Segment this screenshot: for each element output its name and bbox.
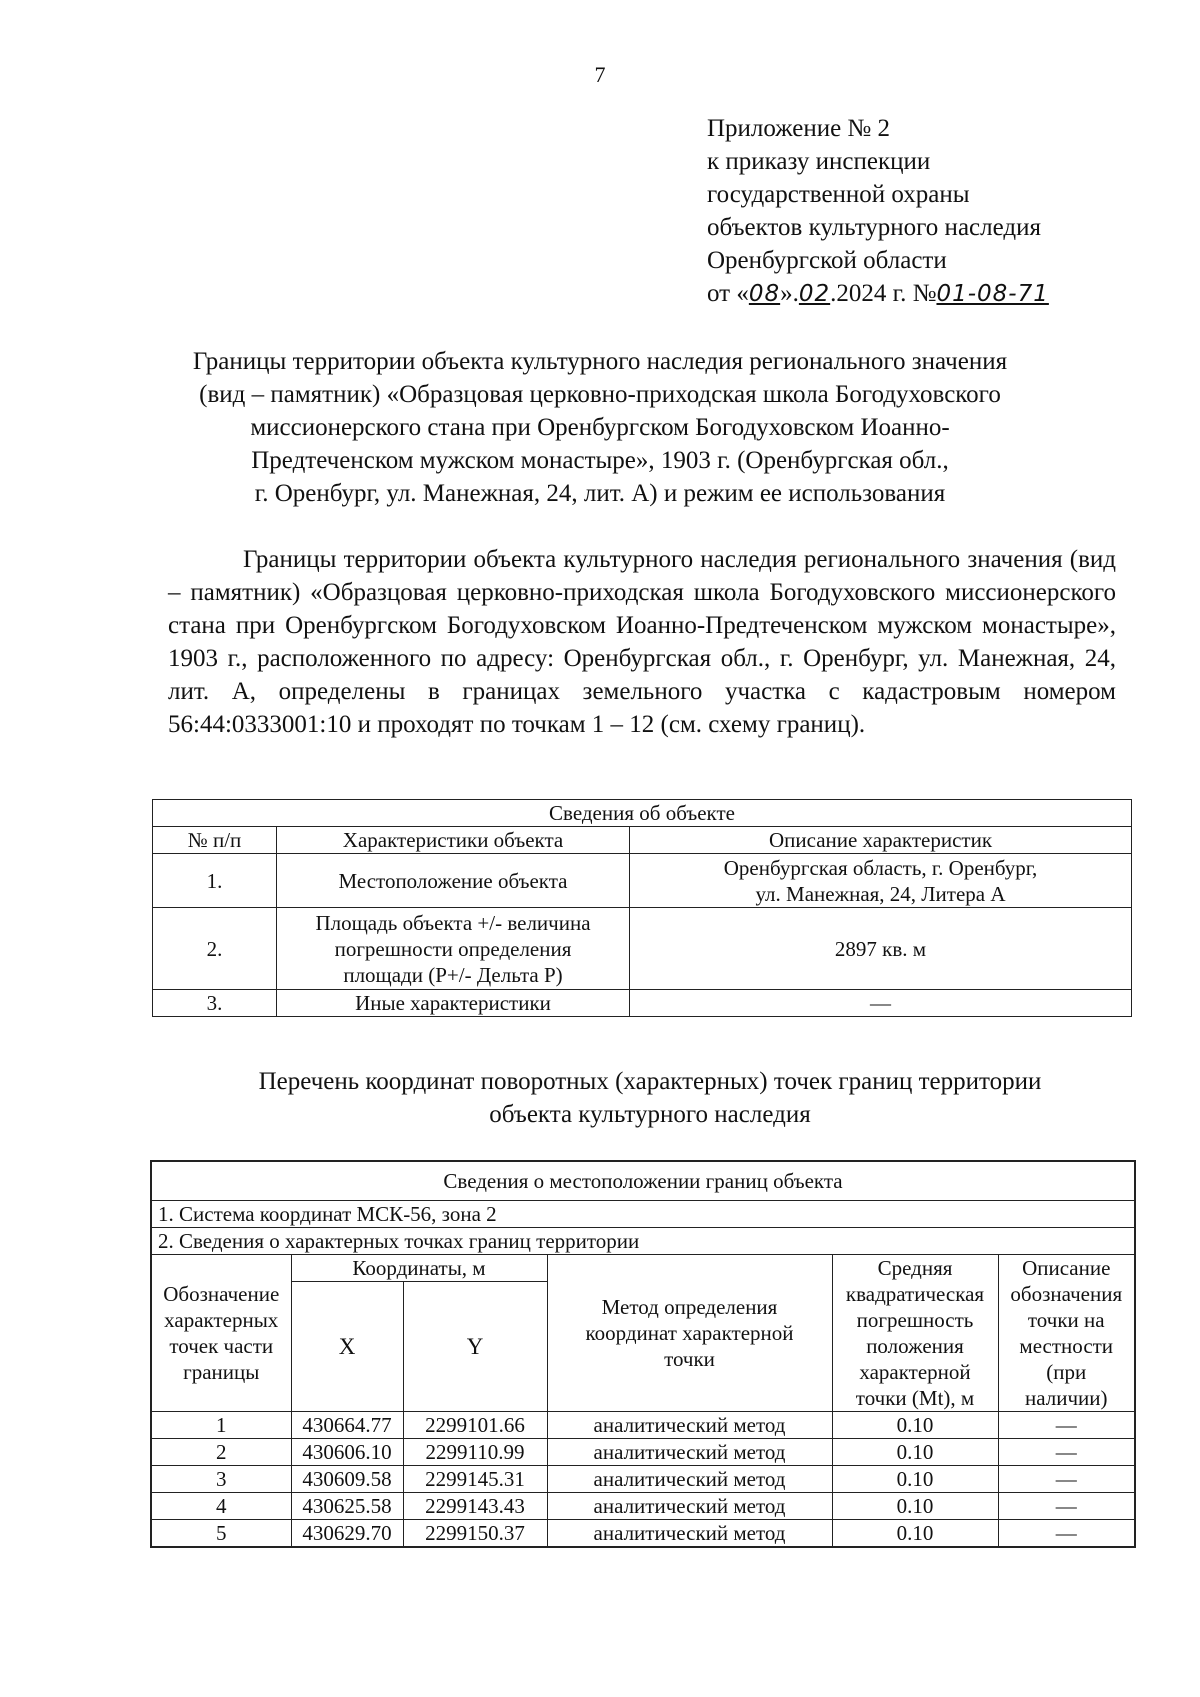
- point-y: 2299150.37: [403, 1520, 547, 1548]
- coordinates-list-title: [150, 1065, 1150, 1131]
- desc-line: ул. Манежная, 24, Литера А: [755, 881, 1006, 906]
- point-y: 2299143.43: [403, 1493, 547, 1520]
- table-row: [151, 1439, 1135, 1466]
- point-description: —: [998, 1412, 1135, 1439]
- table-row: [153, 990, 1132, 1017]
- row-num: 2.: [153, 908, 277, 990]
- header-line: наличии): [1025, 1386, 1108, 1410]
- name-line: погрешности определения: [334, 936, 572, 961]
- title-line: миссионерского стана при Оренбургском Богодуховском Иоанно-: [250, 414, 950, 441]
- appendix-line: к приказу инспекции: [707, 148, 931, 175]
- point-method: аналитический метод: [547, 1439, 832, 1466]
- title-line: Предтеченском мужском монастыре», 1903 г. (Оренбургская обл.,: [251, 447, 949, 474]
- header-designation: [151, 1255, 291, 1412]
- header-method: [547, 1255, 832, 1412]
- desc-line: Оренбургская область, г. Оренбург,: [723, 855, 1038, 880]
- point-x: 430625.58: [291, 1493, 403, 1520]
- appendix-line: Оренбургской области: [707, 247, 947, 274]
- header-x: X: [291, 1282, 403, 1412]
- order-date-line: [707, 277, 1049, 311]
- point-number: 4: [151, 1493, 291, 1520]
- table-row: [153, 854, 1132, 908]
- name-line: площади (Р+/- Дельта Р): [343, 962, 563, 987]
- header-line: местности: [1019, 1334, 1114, 1358]
- header-line: положения: [866, 1334, 964, 1358]
- header-line: точки: [664, 1347, 715, 1371]
- point-y: 2299101.66: [403, 1412, 547, 1439]
- point-y: 2299110.99: [403, 1439, 547, 1466]
- points-caption: 2. Сведения о характерных точках границ территории: [151, 1228, 1135, 1255]
- coordinates-table: [150, 1160, 1136, 1548]
- point-method: аналитический метод: [547, 1493, 832, 1520]
- header-line: Описание: [1022, 1256, 1111, 1280]
- object-table-caption: Сведения об объекте: [153, 800, 1132, 827]
- handwritten-month: 02: [798, 281, 831, 307]
- col-header-num: № п/п: [153, 827, 277, 854]
- header-line: координат характерной: [585, 1321, 794, 1345]
- title-line: Границы территории объекта культурного наследия регионального значения: [192, 348, 1008, 375]
- point-x: 430606.10: [291, 1439, 403, 1466]
- row-num: 1.: [153, 854, 277, 908]
- appendix-line: государственной охраны: [707, 181, 970, 208]
- table-row: [153, 908, 1132, 990]
- header-line: Средняя: [877, 1256, 953, 1280]
- row-desc: 2897 кв. м: [630, 908, 1132, 990]
- header-description: [998, 1255, 1135, 1412]
- date-mid: ».: [780, 280, 799, 307]
- list-title-line: Перечень координат поворотных (характерных) точек границ территории: [258, 1068, 1042, 1095]
- header-line: характерных: [164, 1308, 279, 1332]
- header-line: точки на: [1027, 1308, 1105, 1332]
- point-number: 2: [151, 1439, 291, 1466]
- point-method: аналитический метод: [547, 1520, 832, 1548]
- point-number: 1: [151, 1412, 291, 1439]
- title-line: г. Оренбург, ул. Манежная, 24, лит. А) и режим ее использования: [254, 480, 946, 507]
- header-line: границы: [183, 1360, 260, 1384]
- point-number: 5: [151, 1520, 291, 1548]
- point-description: —: [998, 1466, 1135, 1493]
- point-method: аналитический метод: [547, 1466, 832, 1493]
- date-year: .2024 г. №: [830, 280, 937, 307]
- coordinate-system: 1. Система координат МСК-56, зона 2: [151, 1201, 1135, 1228]
- row-desc: —: [630, 990, 1132, 1017]
- point-x: 430664.77: [291, 1412, 403, 1439]
- header-line: обозначения: [1010, 1282, 1123, 1306]
- table-row: [151, 1466, 1135, 1493]
- col-header-characteristics: Характеристики объекта: [277, 827, 630, 854]
- point-x: 430629.70: [291, 1520, 403, 1548]
- row-name: [277, 908, 630, 990]
- appendix-line: Приложение № 2: [707, 115, 891, 142]
- header-coordinates: Координаты, м: [291, 1255, 547, 1282]
- table-row: [151, 1412, 1135, 1439]
- object-info-table: [152, 799, 1132, 1017]
- point-number: 3: [151, 1466, 291, 1493]
- page-number: 7: [594, 62, 606, 87]
- point-mt: 0.10: [832, 1493, 998, 1520]
- appendix-line: объектов культурного наследия: [707, 214, 1041, 241]
- header-line: Обозначение: [163, 1282, 280, 1306]
- list-title-line: объекта культурного наследия: [489, 1101, 811, 1128]
- body-paragraph: Границы территории объекта культурного наследия регионального значения (вид – памятник) «Образцовая церковно-приходская школа Богодуховского миссионерского стана при Оренбургском Богодуховском Иоанно-Предтеченском мужском монастыре», 1903 г., расположенного по адресу: Оренбургская обл., г. Оренбург, ул. Манежная, 24, лит. А, определены в границах земельного участка с кадастровым номером 56:44:0333001:10 и проходят по точкам 1 – 12 (см. схему границ).: [168, 546, 1116, 738]
- header-line: характерной: [859, 1360, 971, 1384]
- point-description: —: [998, 1493, 1135, 1520]
- coords-caption: Сведения о местоположении границ объекта: [151, 1161, 1135, 1201]
- point-mt: 0.10: [832, 1439, 998, 1466]
- table-row: [151, 1520, 1135, 1548]
- point-mt: 0.10: [832, 1466, 998, 1493]
- document-title: [150, 345, 1050, 510]
- header-error: [832, 1255, 998, 1412]
- header-line: точки (Mt), м: [855, 1386, 975, 1410]
- table-row: [151, 1493, 1135, 1520]
- header-line: квадратическая: [845, 1282, 985, 1306]
- title-line: (вид – памятник) «Образцовая церковно-приходская школа Богодуховского: [199, 381, 1001, 408]
- handwritten-day: 08: [748, 281, 781, 307]
- point-method: аналитический метод: [547, 1412, 832, 1439]
- point-y: 2299145.31: [403, 1466, 547, 1493]
- point-description: —: [998, 1439, 1135, 1466]
- point-description: —: [998, 1520, 1135, 1548]
- row-desc: [630, 854, 1132, 908]
- handwritten-order-number: 01-08-71: [936, 281, 1049, 307]
- row-name: Иные характеристики: [277, 990, 630, 1017]
- point-x: 430609.58: [291, 1466, 403, 1493]
- row-name: Местоположение объекта: [277, 854, 630, 908]
- header-y: Y: [403, 1282, 547, 1412]
- col-header-description: Описание характеристик: [630, 827, 1132, 854]
- appendix-header: [707, 112, 1049, 311]
- header-line: точек части: [169, 1334, 274, 1358]
- header-line: (при: [1046, 1360, 1087, 1384]
- row-num: 3.: [153, 990, 277, 1017]
- point-mt: 0.10: [832, 1520, 998, 1548]
- header-line: погрешность: [856, 1308, 974, 1332]
- header-line: Метод определения: [601, 1295, 778, 1319]
- date-prefix: от «: [707, 280, 749, 307]
- point-mt: 0.10: [832, 1412, 998, 1439]
- name-line: Площадь объекта +/- величина: [315, 910, 591, 935]
